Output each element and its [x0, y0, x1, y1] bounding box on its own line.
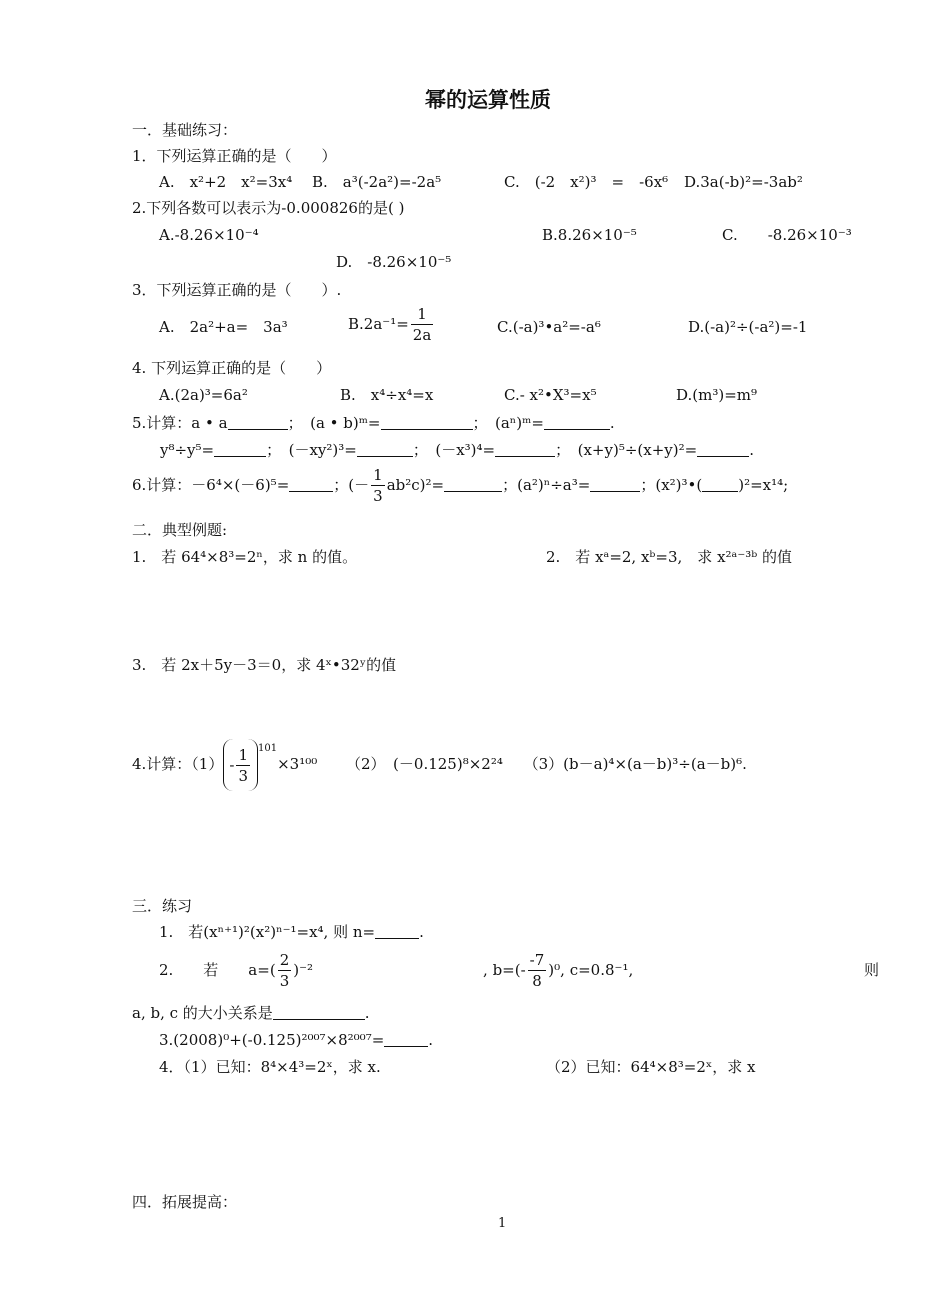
fraction-denominator: 3 — [238, 767, 248, 785]
q2-option-a: A.-8.26×10⁻⁴ — [159, 226, 259, 244]
section-heading-basic: 一．基础练习： — [132, 121, 238, 139]
fraction-denominator: 8 — [532, 972, 542, 990]
practice-2-fraction-b — [528, 953, 547, 989]
page-title: 幂的运算性质 — [425, 88, 551, 112]
q6-fraction — [371, 468, 385, 504]
answer-blank[interactable] — [357, 442, 413, 457]
q5-line1 — [132, 413, 615, 433]
practice-3 — [159, 1030, 433, 1050]
practice-2 — [159, 950, 879, 990]
q5-text-e: y⁸÷y⁵= — [160, 441, 215, 459]
q5-text-a: 5.计算：a • a — [132, 414, 228, 432]
practice-3-text: 3.(2008)⁰+(-0.125)²⁰⁰⁷×8²⁰⁰⁷= — [159, 1031, 385, 1049]
q5-text-b: ； (a • b)ᵐ= — [287, 414, 381, 432]
example-1: 1. 若 64⁴×8³=2ⁿ，求 n 的值。 — [132, 548, 358, 566]
q5-text-f: ； (－xy²)³= — [266, 441, 357, 459]
q5-text-g: ； (－x³)⁴= — [412, 441, 496, 459]
q3-option-b — [348, 307, 435, 343]
section-heading-extension: 四．拓展提高： — [132, 1193, 238, 1211]
practice-4-b: （2）已知：64⁴×8³=2ˣ，求 x — [546, 1058, 756, 1076]
answer-blank[interactable] — [444, 477, 502, 492]
q3-option-c: C.(-a)³•a²=-a⁶ — [497, 318, 601, 336]
example-4-part-2: （2） (－0.125)⁸×2²⁴ — [346, 755, 503, 773]
page-number: 1 — [498, 1216, 507, 1231]
q6-text-c: ab²c)²= — [386, 476, 445, 494]
answer-blank[interactable] — [697, 442, 749, 457]
q6-line — [132, 468, 788, 504]
q2-option-d: D. -8.26×10⁻⁵ — [336, 253, 452, 271]
answer-blank[interactable] — [214, 442, 266, 457]
practice-2-fraction-a — [278, 953, 292, 989]
q3-option-a: A. 2a²+a= 3a³ — [159, 318, 288, 336]
section-heading-examples: 二．典型例题: — [132, 521, 228, 539]
q6-text-d: ；(a²)ⁿ÷a³= — [502, 476, 591, 494]
paren-group — [223, 739, 258, 791]
answer-blank[interactable] — [495, 442, 555, 457]
q3-fraction — [411, 307, 434, 343]
fraction-numerator: 1 — [411, 307, 434, 325]
answer-blank[interactable] — [702, 477, 738, 492]
q4-option-a: A.(2a)³=6a² — [159, 386, 248, 404]
minus-sign: - — [229, 756, 235, 774]
q4-stem: 4. 下列运算正确的是（ ） — [132, 359, 332, 377]
q1-option-b: B. a³(-2a²)=-2a⁵ — [312, 173, 442, 191]
practice-3-end: . — [428, 1031, 434, 1049]
practice-2-line-2 — [132, 1003, 370, 1023]
practice-2-text-b: )⁻² — [293, 961, 314, 979]
q3-option-b-text: B.2a⁻¹= — [348, 315, 409, 333]
exponent: 101 — [257, 743, 278, 754]
q3-option-d: D.(-a)²÷(-a²)=-1 — [688, 318, 808, 336]
practice-4-a: 4．（1）已知：8⁴×4³=2ˣ，求 x. — [159, 1058, 381, 1076]
example-4-label: 4.计算：（1） — [132, 755, 224, 773]
practice-2-text-d: )⁰, c=0.8⁻¹, — [548, 961, 634, 979]
q4-option-d: D.(m³)=m⁹ — [676, 386, 758, 404]
q5-text-h: ； (x+y)⁵÷(x+y)²= — [555, 441, 698, 459]
answer-blank[interactable] — [590, 477, 640, 492]
example-4-text-a: ×3¹⁰⁰ — [277, 755, 318, 773]
example-2: 2. 若 xᵃ=2, xᵇ=3, 求 x²ᵃ⁻³ᵇ 的值 — [546, 548, 793, 566]
q2-option-c: C. -8.26×10⁻³ — [722, 226, 852, 244]
q1-option-c: C. (-2 x²)³ = -6x⁶ — [504, 173, 669, 191]
fraction-numerator: 2 — [279, 951, 290, 969]
fraction-numerator: 1 — [373, 466, 383, 484]
q1-stem: 1．下列运算正确的是（ ） — [132, 147, 337, 165]
fraction-denominator: 3 — [373, 487, 383, 505]
practice-2-text-f: . — [364, 1004, 370, 1022]
practice-1 — [159, 922, 424, 942]
example-4-part-3: （3）(b－a)⁴×(a－b)³÷(a－b)⁶. — [523, 755, 747, 773]
q5-text-c: ； (aⁿ)ᵐ= — [472, 414, 544, 432]
q3-stem: 3．下列运算正确的是（ ）. — [132, 281, 342, 299]
practice-1-text: 1. 若(xⁿ⁺¹)²(x²)ⁿ⁻¹=x⁴, 则 n= — [159, 923, 376, 941]
q1-option-d: D.3a(-b)²=-3ab² — [684, 173, 803, 191]
section-heading-practice: 三．练习 — [132, 897, 193, 915]
answer-blank[interactable] — [228, 415, 288, 430]
q2-stem: 2.下列各数可以表示为-0.000826的是( ) — [132, 199, 405, 217]
fraction-numerator: 1 — [238, 746, 248, 764]
q4-option-c: C.- x²•X³=x⁵ — [504, 386, 597, 404]
q6-text-a: 6.计算：－6⁴×(－6)⁵= — [132, 476, 290, 494]
answer-blank[interactable] — [544, 415, 610, 430]
practice-2-text-c: , b=(- — [483, 961, 526, 979]
practice-2-text-a: 2. 若 a=( — [159, 961, 276, 979]
fraction-numerator: -7 — [529, 951, 545, 969]
fraction-denominator: 2a — [412, 326, 432, 344]
q5-line2 — [160, 440, 754, 460]
q6-text-e: ；(x²)³•( — [640, 476, 703, 494]
answer-blank[interactable] — [384, 1032, 428, 1047]
answer-blank[interactable] — [381, 415, 473, 430]
practice-2-text-e: a, b, c 的大小关系是 — [132, 1004, 273, 1022]
practice-1-end: . — [419, 923, 424, 941]
q6-text-f: )²=x¹⁴; — [738, 476, 789, 494]
q1-option-a: A. x²+2 x²=3x⁴ — [159, 173, 293, 191]
q4-option-b: B. x⁴÷x⁴=x — [340, 386, 434, 404]
practice-2-end: 则 — [863, 961, 879, 979]
fraction-denominator: 3 — [279, 972, 290, 990]
q6-text-b: ；(－ — [333, 476, 370, 494]
answer-blank[interactable] — [273, 1005, 365, 1020]
answer-blank[interactable] — [289, 477, 333, 492]
q5-text-i: . — [749, 441, 754, 459]
example-4-fraction — [236, 748, 250, 784]
q2-option-b: B.8.26×10⁻⁵ — [542, 226, 637, 244]
example-4 — [132, 738, 747, 791]
answer-blank[interactable] — [375, 924, 419, 939]
example-3: 3. 若 2x＋5y－3＝0，求 4ˣ•32ʸ的值 — [132, 656, 397, 674]
q5-text-d: . — [609, 414, 615, 432]
